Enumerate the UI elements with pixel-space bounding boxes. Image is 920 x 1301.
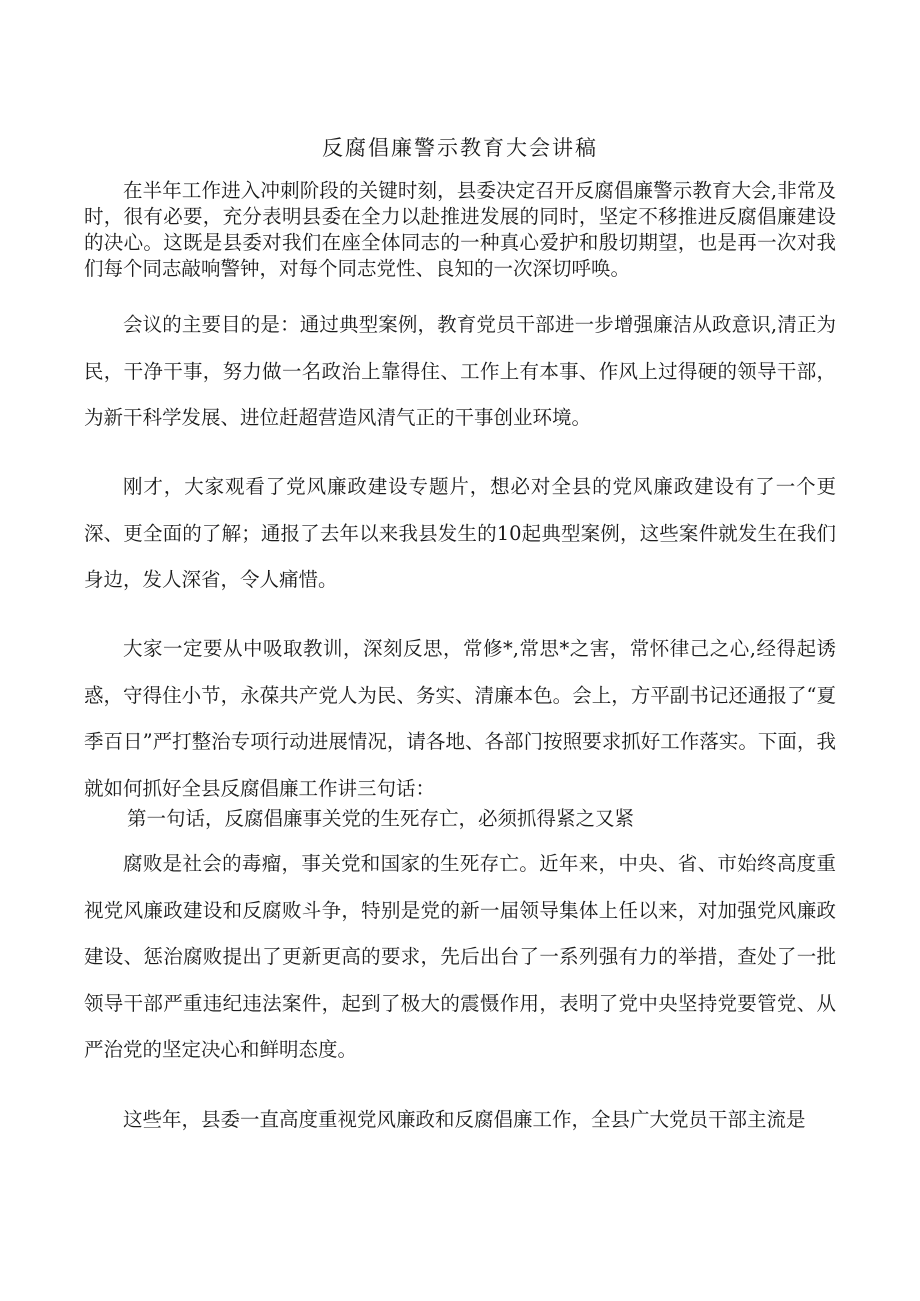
paragraph-county-committee: 这些年，县委一直高度重视党风廉政和反腐倡廉工作，全县广大党员干部主流是: [123, 1108, 806, 1131]
paragraph-lessons: 大家一定要从中吸取教训，深刻反思，常修*,常思*之害，常怀律己之心,经得起诱惑，守得住小节，永葆共产党人为民、务实、清廉本色。会上，方平副书记还通报了“夏季百日”严打整治专项行动进展情况，请各地、各部门按照要求抓好工作落实。下面，我就如何抓好全县反腐倡廉工作讲三句话：: [84, 637, 836, 800]
section-heading-first: 第一句话，反腐倡廉事关党的生死存亡，必须抓得紧之又紧: [127, 807, 635, 830]
paragraph-review: 刚才，大家观看了党风廉政建设专题片，想必对全县的党风廉政建设有了一个更深、更全面的了解；通报了去年以来我县发生的10起典型案例，这些案件就发生在我们身边，发人深省，令人痛惜。: [84, 475, 836, 591]
paragraph-meeting-purpose: 会议的主要目的是：通过典型案例，教育党员干部进一步增强廉洁从政意识,清正为民，干净干事，努力做一名政治上靠得住、工作上有本事、作风上过得硬的领导干部，为新干科学发展、进位赶超营造风清气正的干事创业环境。: [84, 313, 836, 429]
paragraph-corruption: 腐败是社会的毒瘤，事关党和国家的生死存亡。近年来，中央、省、市始终高度重视党风廉政建设和反腐败斗争，特别是党的新一届领导集体上任以来，对加强党风廉政建设、惩治腐败提出了更新更高的要求，先后出台了一系列强有力的举措，查处了一批领导干部严重违纪违法案件，起到了极大的震慑作用，表明了党中央坚持党要管党、从严治党的坚定决心和鲜明态度。: [84, 852, 836, 1061]
paragraph-opening: 在半年工作进入冲刺阶段的关键时刻，县委决定召开反腐倡廉警示教育大会,非常及时，很有必要，充分表明县委在全力以赴推进发展的同时，坚定不移推进反腐倡廉建设的决心。这既是县委对我们在座全体同志的一种真心爱护和殷切期望，也是再一次对我们每个同志敲响警钟，对每个同志党性、良知的一次深切呼唤。: [84, 179, 836, 280]
document-title: 反腐倡廉警示教育大会讲稿: [322, 136, 598, 160]
